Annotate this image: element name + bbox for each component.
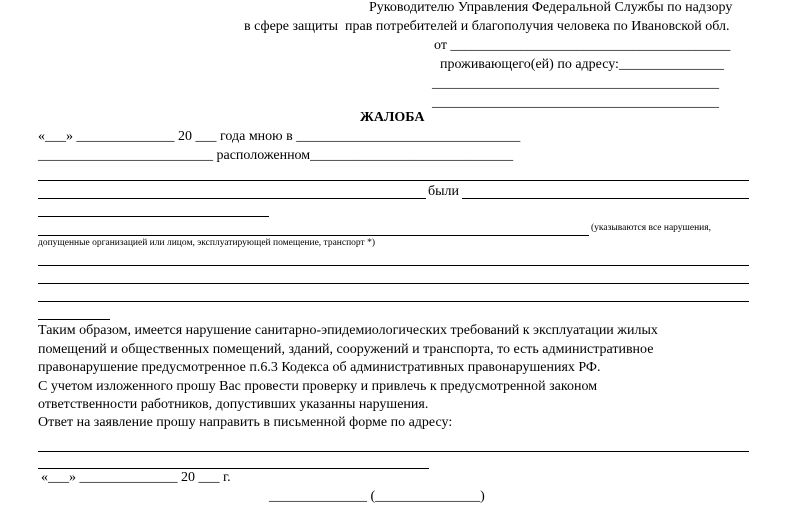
- location-line: _________________________ расположенном_____________________________: [38, 148, 514, 163]
- blank-line: [38, 451, 749, 452]
- complaint-date-line: «___» ______________ 20 ___ года мною в ________________________________: [38, 129, 521, 144]
- header-blank-line-1: _________________________________________: [432, 76, 719, 91]
- signature-line: ______________ (_______________): [269, 489, 485, 504]
- violations-note: (указываются все нарушения,: [591, 223, 711, 233]
- violations-note-continued: допущенные организацией или лицом, эксплуатирующей помещение, транспорт *): [38, 238, 375, 248]
- footer-date-line: «___» ______________ 20 ___ г.: [41, 470, 231, 485]
- blank-line: [462, 198, 749, 199]
- header-blank-line-2: _________________________________________: [432, 95, 719, 110]
- from-line: от ________________________________________: [434, 38, 731, 53]
- blank-line: [38, 283, 749, 284]
- paragraph-2-line-1: С учетом изложенного прошу Вас провести проверку и привлечь к предусмотренной законом: [38, 379, 598, 394]
- blank-line: [38, 216, 269, 217]
- were-label: были: [428, 184, 460, 199]
- paragraph-1-line-2: помещений и общественных помещений, зданий, сооружений и транспорта, то есть административное: [38, 342, 654, 357]
- blank-line: [38, 301, 749, 302]
- blank-line: [38, 180, 749, 181]
- blank-line: [38, 198, 426, 199]
- paragraph-1-line-1: Таким образом, имеется нарушение санитарно-эпидемиологических требований к эксплуатации жилых: [38, 323, 658, 338]
- addressee-line-2: в сфере защиты прав потребителей и благополучия человека по Ивановской обл.: [244, 19, 730, 34]
- address-line: проживающего(ей) по адресу:_______________: [440, 57, 724, 72]
- blank-line: [38, 468, 429, 469]
- document-title: ЖАЛОБА: [360, 110, 425, 125]
- paragraph-3: Ответ на заявление прошу направить в письменной форме по адресу:: [38, 415, 453, 430]
- paragraph-1-line-3: правонарушение предусмотренное п.6.3 Кодекса об административных правонарушениях РФ.: [38, 360, 601, 375]
- blank-line: [38, 235, 589, 236]
- addressee-line-1: Руководителю Управления Федеральной Службы по надзору: [369, 0, 733, 15]
- paragraph-2-line-2: ответственности работников, допустивших указанны нарушения.: [38, 397, 429, 412]
- blank-line: [38, 265, 749, 266]
- blank-line: [38, 319, 110, 320]
